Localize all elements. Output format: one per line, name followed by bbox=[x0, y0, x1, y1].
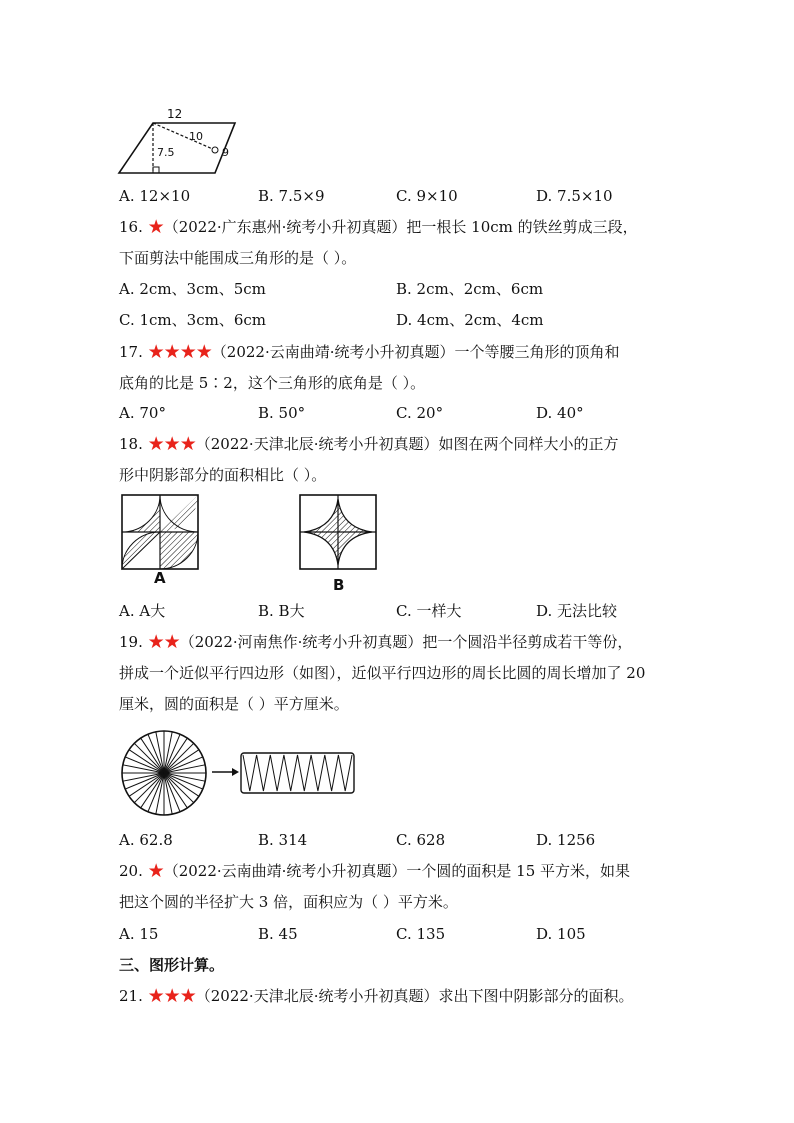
q21-text1: （2022·天津北辰·统考小升初真题）求出下图中阴影部分的面积。 bbox=[195, 987, 634, 1005]
q19-line3: 厘米，圆的面积是（ ）平方厘米。 bbox=[119, 695, 349, 713]
q16-line1 bbox=[119, 217, 638, 237]
q20-option-c: C. 135 bbox=[396, 925, 446, 943]
q20-option-b: B. 45 bbox=[258, 925, 298, 943]
q19-number: 19. bbox=[119, 633, 143, 651]
q16-number: 16. bbox=[119, 218, 143, 236]
q18-line1 bbox=[119, 434, 618, 454]
fig15-height-label: 7.5 bbox=[157, 146, 175, 159]
q19-option-d: D. 1256 bbox=[536, 831, 596, 849]
square-figure-b bbox=[298, 493, 380, 571]
q18-option-d: D. 无法比较 bbox=[536, 602, 618, 620]
q17-text1: （2022·云南曲靖·统考小升初真题）一个等腰三角形的顶角和 bbox=[211, 343, 620, 361]
circle-sectors bbox=[122, 731, 206, 815]
q17-option-c: C. 20° bbox=[396, 404, 444, 422]
q18-difficulty-stars: ★★★ bbox=[147, 433, 196, 455]
q19-text1: （2022·河南焦作·统考小升初真题）把一个圆沿半径剪成若干等份， bbox=[179, 633, 633, 651]
q20-number: 20. bbox=[119, 862, 143, 880]
q20-line2: 把这个圆的半径扩大 3 倍，面积应为（ ）平方米。 bbox=[119, 893, 458, 911]
parallelogram-figure bbox=[115, 104, 255, 176]
q17-option-b: B. 50° bbox=[258, 404, 306, 422]
q18-line2: 形中阴影部分的面积相比（ ）。 bbox=[119, 466, 327, 484]
figure-a-label: A bbox=[154, 569, 166, 587]
q16-option-a: A. 2cm、3cm、5cm bbox=[119, 280, 266, 298]
q17-difficulty-stars: ★★★★ bbox=[147, 341, 212, 363]
parallelogram-zigzag bbox=[241, 753, 354, 793]
fig15-top-label: 12 bbox=[167, 107, 183, 121]
q17-line2: 底角的比是 5∶2，这个三角形的底角是（ ）。 bbox=[119, 374, 426, 392]
q18-text1: （2022·天津北辰·统考小升初真题）如图在两个同样大小的正方 bbox=[195, 435, 619, 453]
q15-option-a: A. 12×10 bbox=[119, 187, 191, 205]
q17-option-d: D. 40° bbox=[536, 404, 584, 422]
q19-difficulty-stars: ★★ bbox=[147, 631, 180, 653]
fig15-side-label: 9 bbox=[222, 146, 229, 159]
fig15-dashed-label: 10 bbox=[189, 130, 203, 143]
q17-number: 17. bbox=[119, 343, 143, 361]
q21-difficulty-stars: ★★★ bbox=[147, 985, 196, 1007]
q19-line2: 拼成一个近似平行四边形（如图），近似平行四边形的周长比圆的周长增加了 20 bbox=[119, 664, 646, 682]
q21-number: 21. bbox=[119, 987, 143, 1005]
q16-difficulty-stars: ★ bbox=[147, 216, 164, 238]
q21-line1 bbox=[119, 986, 633, 1006]
q18-option-b: B. B大 bbox=[258, 602, 305, 620]
q20-option-a: A. 15 bbox=[119, 925, 159, 943]
q18-number: 18. bbox=[119, 435, 143, 453]
q16-option-d: D. 4cm、2cm、4cm bbox=[396, 311, 544, 329]
circle-to-parallelogram-figure bbox=[120, 724, 365, 824]
q18-option-c: C. 一样大 bbox=[396, 602, 462, 620]
q17-option-a: A. 70° bbox=[119, 404, 166, 422]
q15-option-c: C. 9×10 bbox=[396, 187, 458, 205]
square-figure-a bbox=[120, 493, 202, 571]
q16-option-c: C. 1cm、3cm、6cm bbox=[119, 311, 266, 329]
q19-option-c: C. 628 bbox=[396, 831, 446, 849]
q20-line1 bbox=[119, 861, 630, 881]
q19-option-a: A. 62.8 bbox=[119, 831, 173, 849]
q15-option-b: B. 7.5×9 bbox=[258, 187, 325, 205]
q16-option-b: B. 2cm、2cm、6cm bbox=[396, 280, 544, 298]
q17-line1 bbox=[119, 342, 620, 362]
q19-line1 bbox=[119, 632, 632, 652]
q16-line2: 下面剪法中能围成三角形的是（ ）。 bbox=[119, 249, 357, 267]
q20-option-d: D. 105 bbox=[536, 925, 586, 943]
section-3-title: 三、图形计算。 bbox=[119, 956, 225, 974]
q19-option-b: B. 314 bbox=[258, 831, 308, 849]
q20-difficulty-stars: ★ bbox=[147, 860, 164, 882]
q16-text1: （2022·广东惠州·统考小升初真题）把一根长 10cm 的铁丝剪成三段， bbox=[163, 218, 638, 236]
q20-text1: （2022·云南曲靖·统考小升初真题）一个圆的面积是 15 平方米，如果 bbox=[163, 862, 631, 880]
q15-option-d: D. 7.5×10 bbox=[536, 187, 613, 205]
figure-b-label: B bbox=[333, 576, 345, 594]
q18-option-a: A. A大 bbox=[119, 602, 166, 620]
